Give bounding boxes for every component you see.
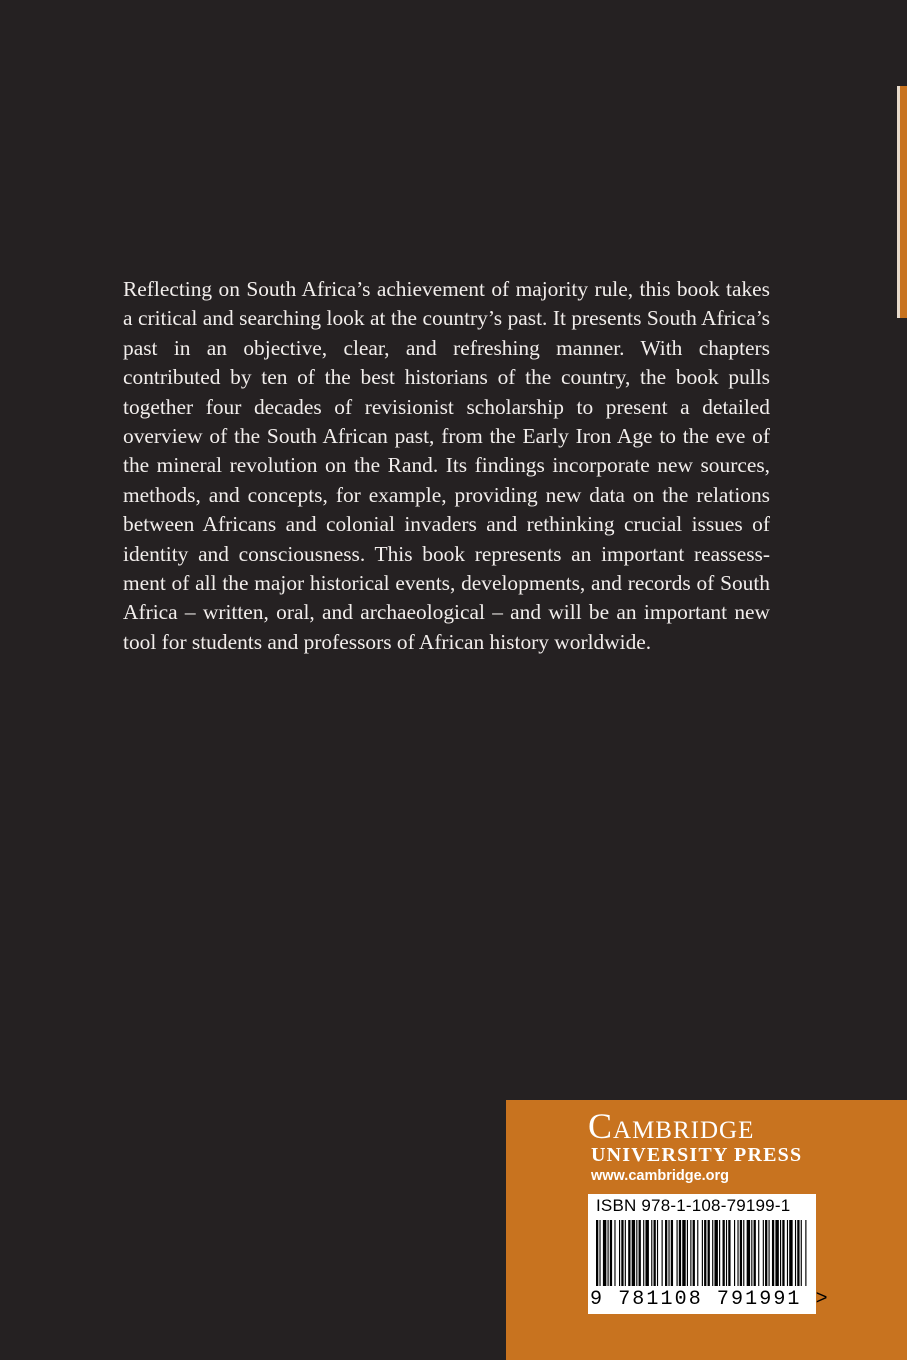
publisher-name: Cambridge <box>588 1106 755 1146</box>
isbn-label: ISBN 978-1-108-79199-1 <box>596 1196 791 1215</box>
barcode-icon <box>596 1220 808 1286</box>
publisher-panel <box>506 1100 907 1360</box>
ean-digits: 9 781108 791991 > <box>590 1288 830 1311</box>
publisher-url: www.cambridge.org <box>591 1168 730 1184</box>
barcode-box <box>588 1194 830 1314</box>
back-cover-blurb: Reflecting on South Africa’s achievement of majority rule, this book takes a critical and searching look at the country’s past. It presents South Africa’s past in an objective, clear, and refreshing manner. With chapters contributed by ten of the best historians of the country, the book pulls together four decades of revisionist scholarship to present a detailed overview of the South African past, from the Early Iron Age to the eve of the mineral revolution on the Rand. Its findings incorporate new sources, methods, and concepts, for example, providing new data on the relations between Africans and colonial invaders and rethinking crucial issues of identity and consciousness. This book represents an important reassessment of all the major historical events, developments, and records of South Africa – written, oral, and archaeological – and will be an important new tool for students and professors of African history worldwide. <box>123 277 770 654</box>
spine-edge-strip <box>897 86 907 318</box>
publisher-press: UNIVERSITY PRESS <box>591 1144 803 1166</box>
